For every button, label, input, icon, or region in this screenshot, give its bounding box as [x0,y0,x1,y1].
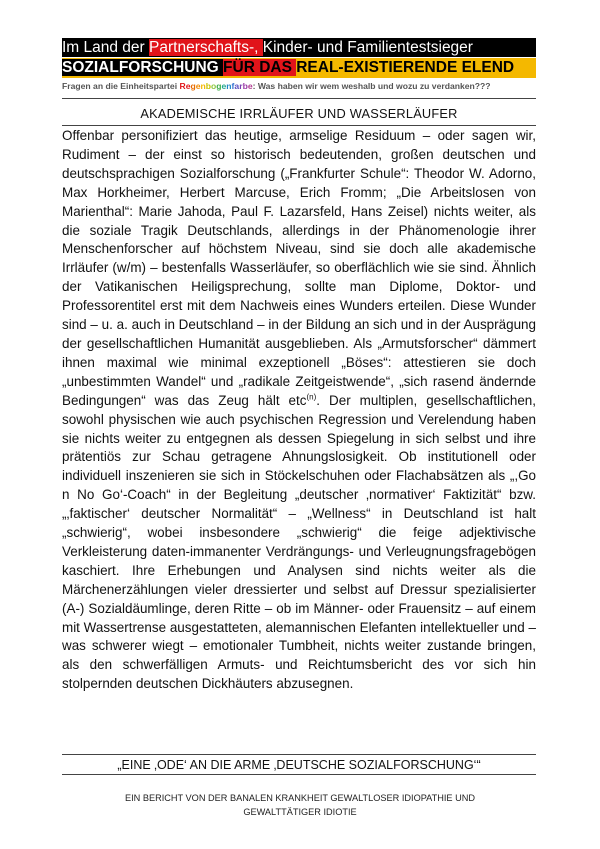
rainbow-word [179,81,252,91]
body-text-part-2: . Der multiplen, gesellschaftlichen, sowohl physischen wie auch psychischen Regression und Verelendung haben sie nichts weiter zu entgegnen als dessen Spiegelung in sich selbst und ihre prätentiös zur Schau getragene Ahnungslosigkeit. Ob institutionell oder individuell inszenieren sie sich in Stöckelschuhen oder Flachabsätzen als „,Go n No Go‘-Coach“ in der Begleitung „deutscher ‚normativer‘ Faktizität“ bzw. „‚faktischer‘ deutscher Normalität“ – „Wellness“ in Deutschland ist halt „schwierig“, wobei insbesondere „schwierig“ die feige adjektivische Verkleisterung daten-immanenter Verdrängungs- und Verleugnungsfragebögen kaschiert. Ihre Erhebungen und Analysen sind nichts weiter als die Märchenerzählungen vieler dressierter und selbst auf Dressur spezialisierter (A-) Sozialdäumlinge, deren Ritte – ob im Männer- oder Frauensitz – auf einem mit Wassertrense ausgestatteten, alemannischen Elefanten intellektueller und – was schwerer wiegt – emotionaler Tumbheit, nichts weiter zustande bringen, als den schwerfälligen Armuts- und Reichtumsbericht des vor sich hin stolpernden deutschen Dickhäuters abzusegnen. [62,392,536,692]
banner-line-1-part-3: Kinder- und Familientestsieger [262,39,473,56]
footnote-marker: (n) [306,392,317,402]
rainbow-letter: e [247,81,253,91]
rainbow-letter: n [226,81,232,91]
rainbow-letter: f [231,81,235,91]
body-text-part-1: Offenbar personifiziert das heutige, armselige Residuum – oder sagen wir, Rudiment – der einst so historisch bedeutenden, großen deutschen und deutschsprachigen Sozialforschung („Frankfurter Schule“: Theodor W. Adorno, Max Horkheimer, Herbert Marcuse, Erich Fromm; „Die Arbeitslosen von Marienthal“: Marie Jahoda, Paul F. Lazarsfeld, Hans Zeisel) nichts weiter, als die soziale Tragik Deutschlands, allerdings in der Phänomenologie ihrer Menschenforscher auf höchstem Niveau, sind sie doch alle akademische Irrläufer (w/m) – bestenfalls Wasserläufer, so oberflächlich wie sie sind. Ähnlich der Vatikanischen Heiligsprechung, sollte man Diplome, Doktor- und Professorentitel erst mit dem Nachweis eines Wunders erteilen. Diese Wunder sind – u. a. auch in Deutschland – in der Bildung an sich und in der Ausprägung der gesellschaftlichen Humanität ausgeblieben. Als „Armutsforscher“ dämmert ihnen maximal wie minimal exzeptionell „Böses“: attestieren sie doch „unbestimmten Wandel“ und „radikale Zeitgeistwende“, „sich rasend ändernde Bedingungen“ was das Zeug hält etc [62,128,536,408]
rainbow-letter: o [211,81,217,91]
rainbow-letter: e [221,81,227,91]
banner-line-2-part-2: FÜR DAS [223,59,297,76]
banner-line-1-part-1: Im Land der [62,39,150,56]
subheading-bottom-divider [62,774,536,775]
rainbow-letter: g [190,81,196,91]
banner-line-2-part-1: SOZIALFORSCHUNG [62,59,224,76]
banner-line-3-prefix: Fragen an die Einheitspartei [62,81,180,91]
subheading-top-divider [62,754,536,755]
rainbow-letter: R [179,81,186,91]
rainbow-letter: b [205,81,212,91]
heading-divider [62,125,536,126]
banner-line-1-part-2: Partnerschafts-, [149,39,263,56]
banner-line-3 [62,79,536,93]
body-paragraph [62,127,536,694]
rainbow-letter: n [200,81,206,91]
rainbow-letter: r [239,81,243,91]
section-heading: AKADEMISCHE IRRLÄUFER UND WASSERLÄUFER [140,106,458,121]
banner-line-2 [62,58,536,78]
top-divider [62,98,536,99]
banner-line-3-suffix: : Was haben wir wem weshalb und wozu zu verdanken??? [252,81,491,91]
rainbow-letter: a [234,81,240,91]
subheading: „EINE ‚ODE‘ AN DIE ARME ‚DEUTSCHE SOZIALFORSCHUNG‘“ [117,758,481,772]
rainbow-letter: e [195,81,201,91]
rainbow-letter: b [242,81,248,91]
banner-line-2-part-3: REAL-EXISTIERENDE ELEND [296,59,515,76]
banner-line-1 [62,38,536,57]
rainbow-letter: e [185,81,191,91]
footer-caption: EIN BERICHT VON DER BANALEN KRANKHEIT GEWALTLOSER IDIOPATHIE UND GEWALTTÄTIGER IDIOTIE [124,793,476,817]
rainbow-letter: g [216,81,222,91]
